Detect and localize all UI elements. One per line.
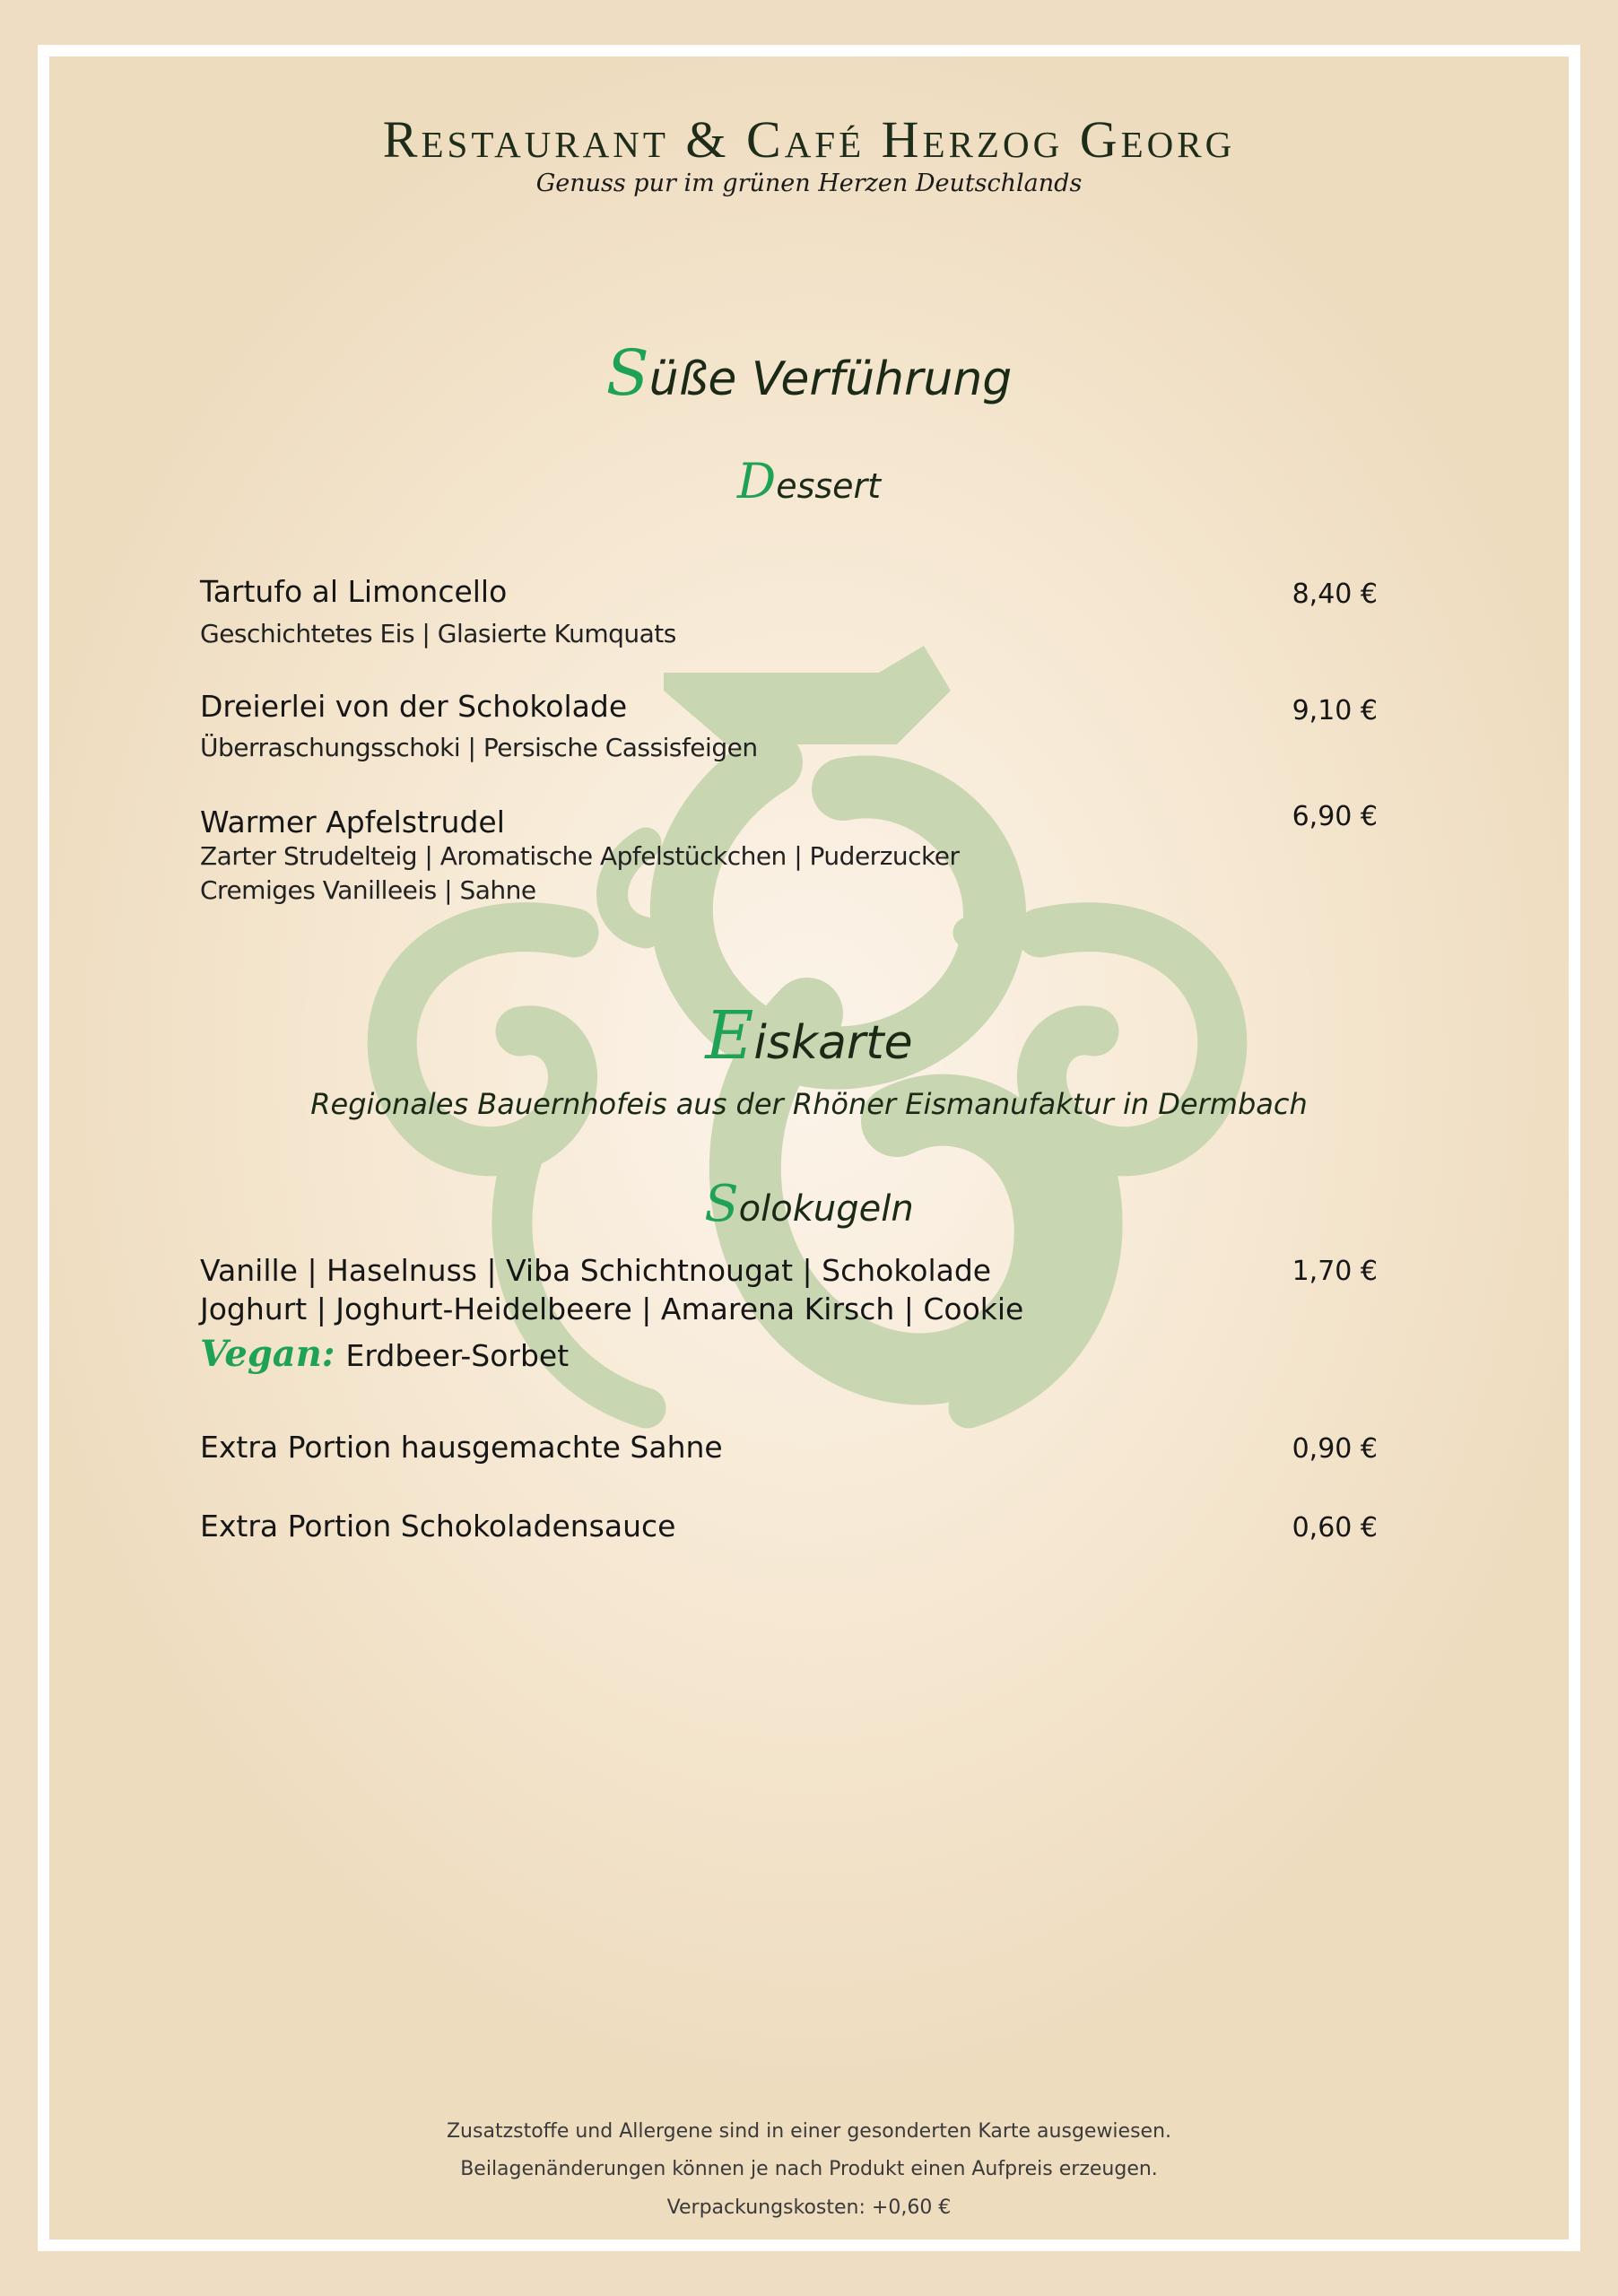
footer-allergen-note: Zusatzstoffe und Allergene sind in einer gesonderten Karte ausgewiesen. <box>446 2120 1172 2143</box>
dessert-item-description: Cremiges Vanilleeis | Sahne <box>200 875 536 905</box>
ice-cream-flavors-line: Joghurt | Joghurt-Heidelbeere | Amarena Kirsch | Cookie <box>200 1292 1024 1326</box>
extra-item-name: Extra Portion hausgemachte Sahne <box>200 1430 723 1465</box>
heading-rest: üße Verführung <box>648 352 1013 406</box>
dessert-item-price: 8,40 € <box>1292 578 1378 610</box>
section-heading-suesse-verfuehrung <box>0 336 1618 410</box>
dessert-item-description: Überraschungsschoki | Persische Cassisfeigen <box>200 733 758 762</box>
heading-rest: olokugeln <box>738 1188 914 1230</box>
vegan-label: Vegan: <box>200 1333 335 1375</box>
dessert-item-name: Tartufo al Limoncello <box>200 574 508 609</box>
heading-initial: E <box>705 997 754 1074</box>
restaurant-title: Restaurant & Café Herzog Georg <box>382 110 1236 169</box>
restaurant-tagline: Genuss pur im grünen Herzen Deutschlands <box>535 170 1083 197</box>
ice-cream-flavors-line: Vanille | Haselnuss | Viba Schichtnougat | Schokolade <box>200 1253 992 1288</box>
vegan-item: Erdbeer-Sorbet <box>345 1338 570 1373</box>
footer-packaging-cost: Verpackungskosten: +0,60 € <box>666 2196 952 2219</box>
extra-item-price: 0,90 € <box>1292 1433 1378 1465</box>
heading-initial: D <box>736 453 777 509</box>
solokugel-price: 1,70 € <box>1292 1256 1378 1287</box>
extra-item-price: 0,60 € <box>1292 1512 1378 1544</box>
section-heading-solokugeln <box>0 1175 1618 1233</box>
extra-item-name: Extra Portion Schokoladensauce <box>200 1509 676 1544</box>
eiskarte-subtitle: Regionales Bauernhofeis aus der Rhöner Eismanufaktur in Dermbach <box>310 1087 1308 1121</box>
dessert-item-description: Geschichtetes Eis | Glasierte Kumquats <box>200 619 676 648</box>
vegan-option <box>200 1335 569 1375</box>
footer-side-dish-note: Beilagenänderungen können je nach Produkt einen Aufpreis erzeugen. <box>460 2158 1158 2180</box>
section-heading-dessert <box>0 453 1618 509</box>
heading-initial: S <box>605 336 649 410</box>
dessert-item-name: Dreierlei von der Schokolade <box>200 689 628 724</box>
heading-rest: essert <box>776 466 882 506</box>
dessert-item-description: Zarter Strudelteig | Aromatische Apfelstückchen | Puderzucker <box>200 841 960 871</box>
heading-rest: iskarte <box>753 1016 913 1070</box>
dessert-item-price: 6,90 € <box>1292 801 1378 832</box>
section-heading-eiskarte <box>0 997 1618 1074</box>
heading-initial: S <box>704 1175 739 1233</box>
dessert-item-price: 9,10 € <box>1292 695 1378 726</box>
dessert-item-name: Warmer Apfelstrudel <box>200 804 505 839</box>
